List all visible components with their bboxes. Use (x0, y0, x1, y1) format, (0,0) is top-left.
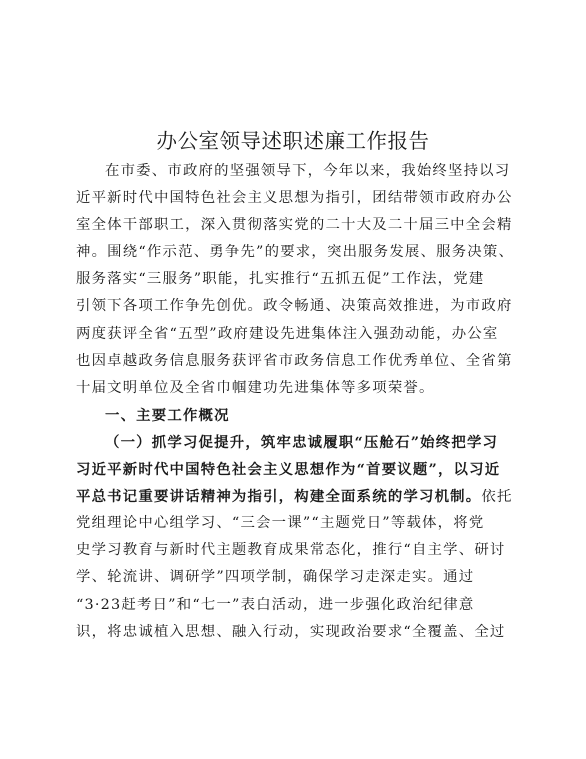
paragraph-line: 史学习教育与新时代主题教育成果常态化，推行“自主学、研讨 (76, 542, 506, 559)
document-body (76, 158, 516, 646)
subsection-heading-line: （一）抓学习促提升，筑牢忠诚履职“压舱石”始终把学习 (105, 433, 499, 451)
paragraph-line: 两度获评全省“五型”政府建设先进集体注入强劲动能，办公室 (76, 325, 499, 342)
paragraph-line: 党组理论中心组学习、“三会一课”“主题党日”等载体，将党 (76, 515, 485, 532)
paragraph-line: 也因卓越政务信息服务获评省市政务信息工作优秀单位、全省第 (76, 352, 513, 369)
paragraph-text: 依托 (481, 489, 513, 506)
paragraph-line (76, 483, 516, 510)
document-title: 办公室领导述职述廉工作报告 (156, 129, 430, 153)
subsection-heading-end: 平总书记重要讲话精神为指引，构建全面系统的学习机制。 (76, 488, 482, 506)
paragraph-line: 在市委、市政府的坚强领导下，今年以来，我始终坚持以习 (105, 163, 511, 179)
paragraph-line: 十届文明单位及全省巾帼建功先进集体等多项荣誉。 (76, 379, 435, 396)
paragraph-line: 引领下各项工作争先创优。政令畅通、决策高效推进，为市政府 (76, 298, 513, 315)
section-heading: 一、主要工作概况 (105, 406, 230, 424)
paragraph-line: “3·23赶考日”和“七一”表白活动，进一步强化政治纪律意 (76, 596, 475, 613)
paragraph-line: 室全体干部职工，深入贯彻落实党的二十大及二十届三中全会精 (76, 217, 513, 234)
paragraph-line: 服务落实“三服务”职能，扎实推行“五抓五促”工作法，党建 (76, 271, 485, 288)
paragraph-line: 神。围绕“作示范、勇争先”的要求，突出服务发展、服务决策、 (76, 244, 515, 261)
paragraph-line: 近平新时代中国特色社会主义思想为指引，团结带领市政府办公 (76, 190, 513, 207)
paragraph-line: 识，将忠诚植入思想、融入行动，实现政治要求“全覆盖、全过 (76, 623, 506, 640)
subsection-heading-line: 习近平新时代中国特色社会主义思想作为“首要议题”，以习近 (76, 461, 501, 479)
paragraph-line: 学、轮流讲、调研学”四项学制，确保学习走深走实。通过 (76, 569, 475, 586)
